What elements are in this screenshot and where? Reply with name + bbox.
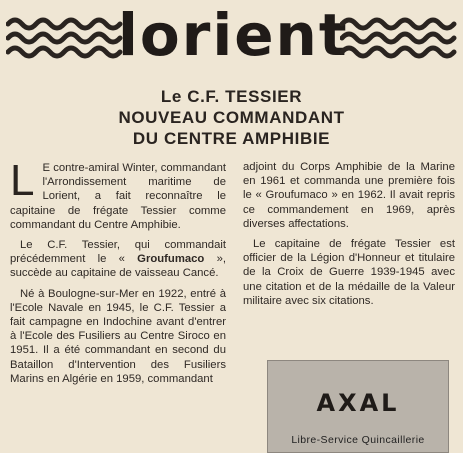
- article-headline: [0, 86, 463, 149]
- headline-line-3: DU CENTRE AMPHIBIE: [132, 129, 331, 148]
- paragraph-2-text-c: », succède au capitaine de vaisseau Cancé.: [10, 253, 227, 280]
- article-paragraph-3: Né à Boulogne-sur-Mer en 1922, entré à l'Ecole Navale en 1945, le C.F. Tessier a fait campagne en Indochine avant d'entrer à l'Ecole des Fusiliers au Centre Siroco en 1951. Il a été commandant en second du Bataillon d'Intervention des Fusiliers Marins en Algérie en 1959, commandant: [10, 287, 226, 385]
- waves-left-ornament: [6, 12, 124, 62]
- paragraph-1-text: E contre-amiral Winter, commandant l'Arrondissement maritime de Lorient, a fait reconnaître le capitaine de frégate Tessier comme commandant du Centre Amphibie.: [10, 162, 226, 231]
- masthead: [0, 0, 463, 74]
- article-column-left: [10, 156, 227, 392]
- newspaper-section-title: lorient: [118, 1, 349, 69]
- paragraph-2-bold-term: Groufumaco: [137, 253, 205, 266]
- article-paragraph-1: [10, 156, 226, 232]
- advertiser-tagline: Libre-Service Quincaillerie: [291, 434, 425, 446]
- paragraph-2-text-a: Le C.F. Tessier, qui commandait précédemment le «: [10, 239, 226, 266]
- waves-right-ornament: [340, 12, 458, 62]
- article-column-right: [243, 160, 455, 314]
- drop-cap: L: [10, 156, 35, 205]
- advertiser-name: AXAL: [316, 389, 400, 417]
- article-paragraph-4: adjoint du Corps Amphibie de la Marine en 1961 et commanda une première fois le « Groufumaco » en 1962. Il avait repris ce commandement en 1969, après diverses affectations.: [243, 161, 455, 230]
- article-paragraph-2: [10, 238, 226, 281]
- advertisement-box: [267, 360, 449, 453]
- headline-line-2: NOUVEAU COMMANDANT: [118, 108, 345, 127]
- article-paragraph-5: Le capitaine de frégate Tessier est officier de la Légion d'Honneur et titulaire de la Croix de Guerre 1939-1945 avec une citation et de la médaille de la Valeur militaire avec six citations.: [243, 238, 455, 307]
- headline-line-1: Le C.F. TESSIER: [160, 87, 303, 106]
